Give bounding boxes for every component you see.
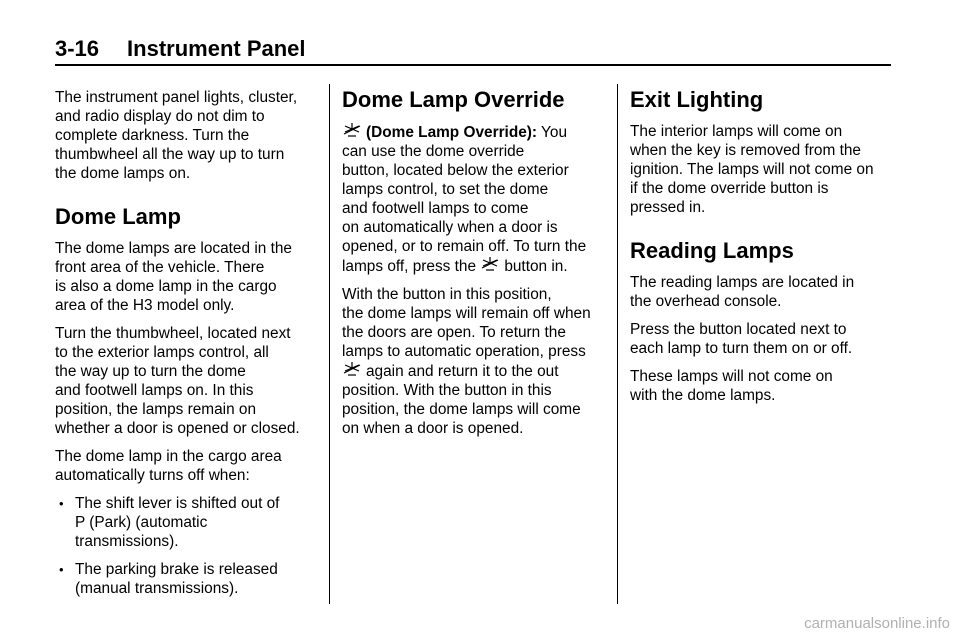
override-paragraph-2 (342, 285, 610, 438)
override-text-b: button in. (504, 258, 568, 275)
dome-lamp-paragraph-1: The dome lamps are located in the front area of the vehicle. There is also a dome lamp in the cargo area of the H3 model only. (55, 240, 292, 314)
list-item: • The parking brake is released (manual transmissions). (55, 560, 317, 598)
reading-lamps-paragraph-3: These lamps will not come on with the dome lamps. (630, 368, 833, 404)
override-paragraph-1 (342, 122, 610, 276)
reading-lamps-paragraph-2: Press the button located next to each lamp to turn them on or off. (630, 321, 853, 357)
dome-lamp-override-icon (342, 122, 362, 138)
column-divider (617, 84, 618, 604)
override-text-c: With the button in this position, the dome lamps will remain off when the doors are open. To return the lamps to automatic operation, press (342, 286, 591, 360)
bullet-list (55, 494, 317, 598)
override-text-a: You can use the dome override button, located below the exterior lamps control, to set the dome and footwell lamps to come on automatically when a door is opened, or to remain off. To turn the lamps off, press the (342, 124, 587, 275)
exit-lighting-heading: Exit Lighting (630, 87, 764, 112)
dome-lamp-paragraph-2: Turn the thumbwheel, located next to the exterior lamps control, all the way up to turn the dome and footwell lamps on. In this position, the lamps remain on whether a door is opened or closed. (55, 325, 300, 437)
dome-lamp-override-heading: Dome Lamp Override (342, 87, 565, 112)
section-title: Instrument Panel (127, 36, 306, 61)
override-label: (Dome Lamp Override): (366, 124, 538, 141)
dome-lamp-override-icon (480, 256, 500, 272)
watermark: carmanualsonline.info (804, 615, 950, 632)
column-2 (342, 88, 610, 447)
column-3 (630, 88, 898, 414)
dome-lamp-paragraph-3: The dome lamp in the cargo area automatically turns off when: (55, 448, 282, 484)
page-number: 3-16 (55, 36, 100, 61)
exit-lighting-paragraph: The interior lamps will come on when the key is removed from the ignition. The lamps will not come on if the dome override button is pressed in. (630, 123, 874, 216)
column-1 (55, 88, 317, 607)
reading-lamps-heading: Reading Lamps (630, 238, 794, 263)
reading-lamps-paragraph-1: The reading lamps are located in the overhead console. (630, 274, 855, 310)
column-divider (329, 84, 330, 604)
list-item: • The shift lever is shifted out of P (Park) (automatic transmissions). (55, 494, 317, 551)
override-text-d: again and return it to the out position. With the button in this position, the dome lamps will come on when a door is opened. (342, 363, 581, 437)
intro-paragraph: The instrument panel lights, cluster, and radio display do not dim to complete darkness. Turn the thumbwheel all the way up to turn the dome lamps on. (55, 89, 298, 182)
dome-lamp-override-icon (342, 361, 362, 377)
page-header (55, 36, 891, 66)
dome-lamp-heading: Dome Lamp (55, 204, 181, 229)
